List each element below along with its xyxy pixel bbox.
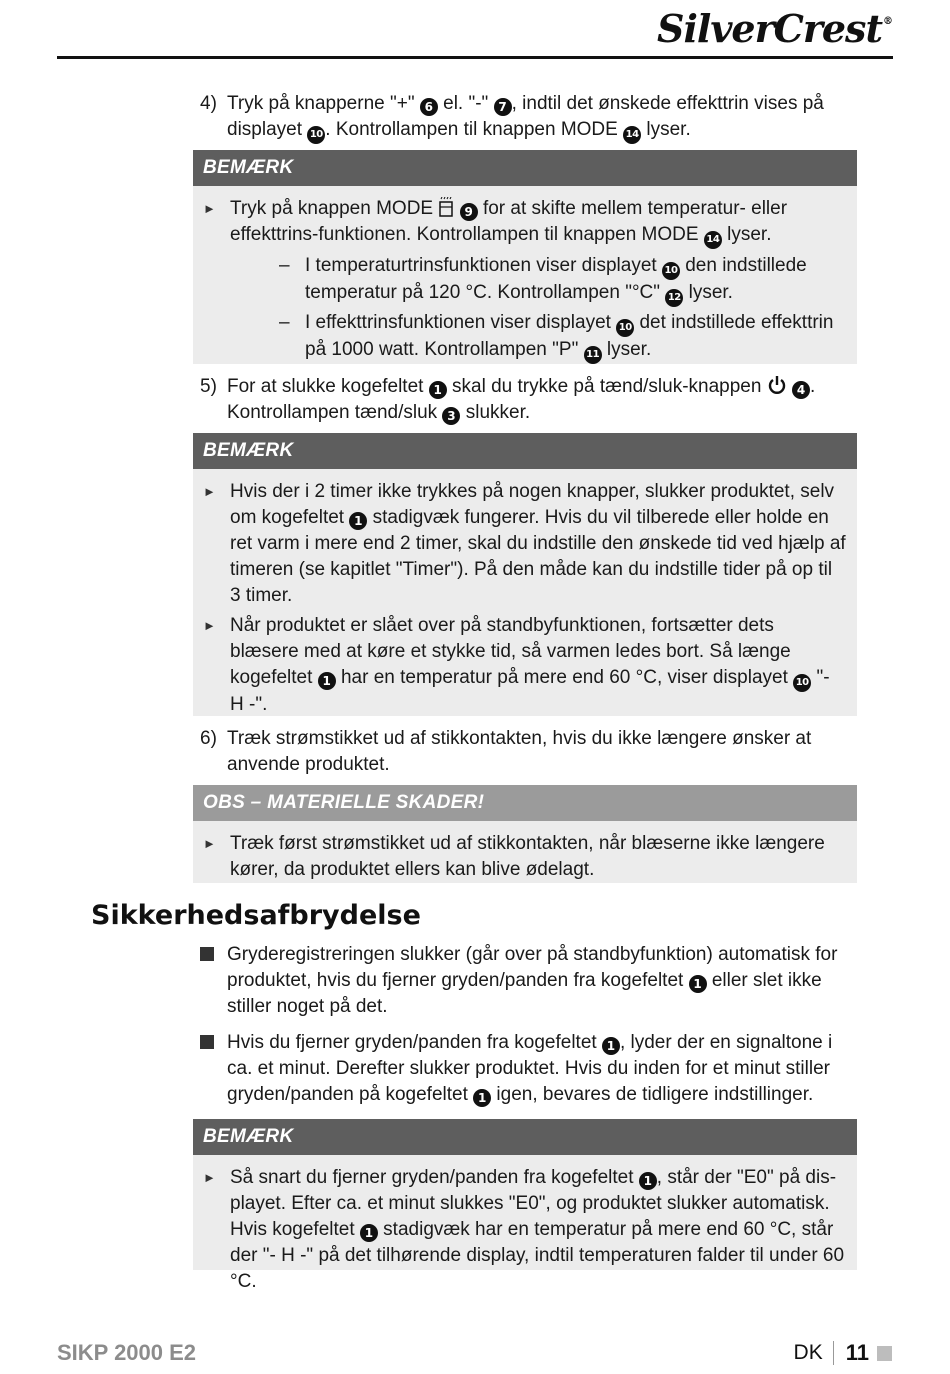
arrow-icon: ► <box>203 201 216 216</box>
footer-model: SIKP 2000 E2 <box>57 1340 197 1365</box>
ref-marker: 1 <box>318 672 336 690</box>
note-bullet: ► Så snart du fjerner gryden/panden fra kogefeltet 1 , står der "E0" på dis-playet. Efter ca. et minut slukkes "E0", og produktet slukker automatisk. Hvis kogefeltet 1 stadigvæk har en temperatur på mere end 60 °C, står der "- H -" på det tilhørende display, indtil temperaturen falder til under 60 °C. <box>203 1167 845 1292</box>
ref-marker: 11 <box>584 346 602 364</box>
ref-marker: 1 <box>473 1089 491 1107</box>
step-number: 6) <box>200 728 217 749</box>
step-text: Tryk på knapperne "+" 6 el. "-" 7 , indtil det ønskede effekttrin vises på displayet 10 . Kontrollampen til knappen MODE 14 lyser. <box>227 91 860 144</box>
ref-marker: 14 <box>623 126 641 144</box>
ref-marker: 12 <box>665 289 683 307</box>
ref-marker: 1 <box>689 975 707 993</box>
arrow-icon: ► <box>203 836 216 851</box>
ref-marker: 4 <box>792 381 810 399</box>
warning-title: OBS – MATERIELLE SKADER! <box>193 785 857 821</box>
power-icon <box>767 375 787 395</box>
ref-marker: 14 <box>704 231 722 249</box>
note-subitem: – I temperaturtrinsfunktionen viser displayet 10 den indstillede temperatur på 120 °C. Kontrollampen "°C" 12 lyser. <box>203 253 847 307</box>
mode-fan-icon <box>438 197 454 217</box>
footer-divider <box>833 1341 834 1365</box>
ref-marker: 10 <box>616 319 634 337</box>
section-title: Sikkerhedsafbrydelse <box>91 900 421 931</box>
footer-language: DK <box>793 1341 823 1364</box>
list-item: Gryderegistreringen slukker (går over på standbyfunktion) automatisk for produktet, hvis du fjerner gryden/panden fra kogefeltet 1 eller slet ikke stiller noget på det. <box>200 942 840 1020</box>
step-text: For at slukke kogefeltet 1 skal du trykke på tænd/sluk-knappen 4 . Kontrollampen tænd/sluk 3 slukker. <box>227 376 816 423</box>
ref-marker: 3 <box>442 407 460 425</box>
square-bullet-icon <box>200 1035 214 1049</box>
ref-marker: 10 <box>793 674 811 692</box>
note-box <box>193 150 857 364</box>
ref-marker: 1 <box>360 1224 378 1242</box>
ref-marker: 10 <box>662 262 680 280</box>
ref-marker: 1 <box>602 1037 620 1055</box>
header-rule <box>57 56 893 59</box>
square-bullet-icon <box>200 947 214 961</box>
warning-box <box>193 785 857 883</box>
step-text: Træk strømstikket ud af stikkontakten, hvis du ikke længere ønsker at anvende produktet. <box>227 728 812 775</box>
arrow-icon: ► <box>203 618 216 633</box>
note-box <box>193 433 857 716</box>
note-bullet: ► Når produktet er slået over på standbyfunktionen, fortsætter dets blæsere med at køre et stykke tid, så varmen ledes bort. Så længe kogefeltet 1 har en temperatur på mere end 60 °C, viser displayet 10 "- H -". <box>203 615 830 715</box>
ref-marker: 7 <box>494 98 512 116</box>
arrow-icon: ► <box>203 484 216 499</box>
ref-marker: 1 <box>429 381 447 399</box>
arrow-icon: ► <box>203 1170 216 1185</box>
step-4 <box>200 91 860 144</box>
brand-logo: SilverCrest® <box>657 6 892 51</box>
page-number: 11 <box>845 1340 869 1365</box>
step-number: 4) <box>200 93 217 114</box>
ref-marker: 1 <box>639 1172 657 1190</box>
note-bullet: ► Tryk på knappen MODE 9 for at skifte mellem temperatur- eller effekttrins-funktionen. Kontrollampen til knappen MODE 14 lyser. <box>203 196 847 249</box>
note-subitem: – I effekttrinsfunktionen viser displayet 10 det indstillede effekttrin på 1000 watt. Kontrollampen "P" 11 lyser. <box>203 310 847 364</box>
step-6 <box>200 726 860 778</box>
ref-marker: 9 <box>460 203 478 221</box>
step-5 <box>200 374 860 426</box>
note-bullet: ► Hvis der i 2 timer ikke trykkes på nogen knapper, slukker produktet, selv om kogefeltet 1 stadigvæk fungerer. Hvis du vil tilberede eller holde en ret varm i mere end 2 timer, skal du indstille den ønskede tid ved hjælp af timeren (se kapitlet "Timer"). På den måde kan du indstille tider på op til 3 timer. <box>203 481 846 606</box>
note-title: BEMÆRK <box>193 433 857 469</box>
ref-marker: 6 <box>420 98 438 116</box>
step-number: 5) <box>200 376 217 397</box>
note-title: BEMÆRK <box>193 150 857 186</box>
ref-marker: 10 <box>307 126 325 144</box>
note-box <box>193 1119 857 1292</box>
footer-pagination <box>794 1340 892 1366</box>
ref-marker: 1 <box>349 512 367 530</box>
note-title: BEMÆRK <box>193 1119 857 1155</box>
list-item: Hvis du fjerner gryden/panden fra kogefeltet 1 , lyder der en signaltone i ca. et minut. Derefter slukker produktet. Hvis du inden for et minut stiller gryden/panden på kogefeltet 1 igen, bevares de tidligere indstillinger. <box>200 1030 840 1108</box>
square-icon <box>877 1346 892 1361</box>
note-bullet: ► Træk først strømstikket ud af stikkontakten, når blæserne ikke længere kører, da produktet ellers kan blive ødelagt. <box>203 833 825 880</box>
